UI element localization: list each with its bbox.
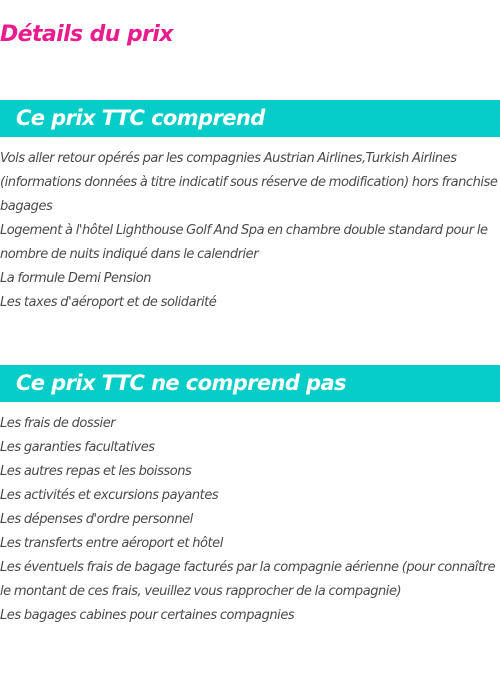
excluded-item-transfers: Les transferts entre aéroport et hôtel bbox=[0, 536, 223, 551]
excluded-item-booking-fees: Les frais de dossier bbox=[0, 416, 116, 431]
included-item-flights: Vols aller retour opérés par les compagnies Austrian Airlines,Turkish Airlines (informations données à titre indicatif sous réserve de modification) hors franchise bagages bbox=[0, 151, 498, 214]
page-title: Détails du prix bbox=[0, 22, 173, 47]
excluded-item-insurance: Les garanties facultatives bbox=[0, 440, 155, 455]
excluded-items-list bbox=[0, 412, 500, 628]
excluded-item-meals-drinks: Les autres repas et les boissons bbox=[0, 464, 192, 479]
included-item-hotel: Logement à l'hôtel Lighthouse Golf And Spa en chambre double standard pour le nombre de nuits indiqué dans le calendrier bbox=[0, 223, 488, 262]
included-items-list bbox=[0, 147, 500, 315]
excluded-section-heading: Ce prix TTC ne comprend pas bbox=[0, 365, 500, 402]
included-item-board: La formule Demi Pension bbox=[0, 271, 152, 286]
included-section-heading: Ce prix TTC comprend bbox=[0, 100, 500, 137]
excluded-item-personal-expenses: Les dépenses d'ordre personnel bbox=[0, 512, 193, 527]
excluded-item-baggage-fees: Les éventuels frais de bagage facturés par la compagnie aérienne (pour connaître le montant de ces frais, veuillez vous rapprocher de la compagnie) bbox=[0, 560, 496, 599]
included-item-taxes: Les taxes d'aéroport et de solidarité bbox=[0, 295, 217, 310]
excluded-item-activities: Les activités et excursions payantes bbox=[0, 488, 219, 503]
excluded-item-cabin-baggage: Les bagages cabines pour certaines compagnies bbox=[0, 608, 295, 623]
